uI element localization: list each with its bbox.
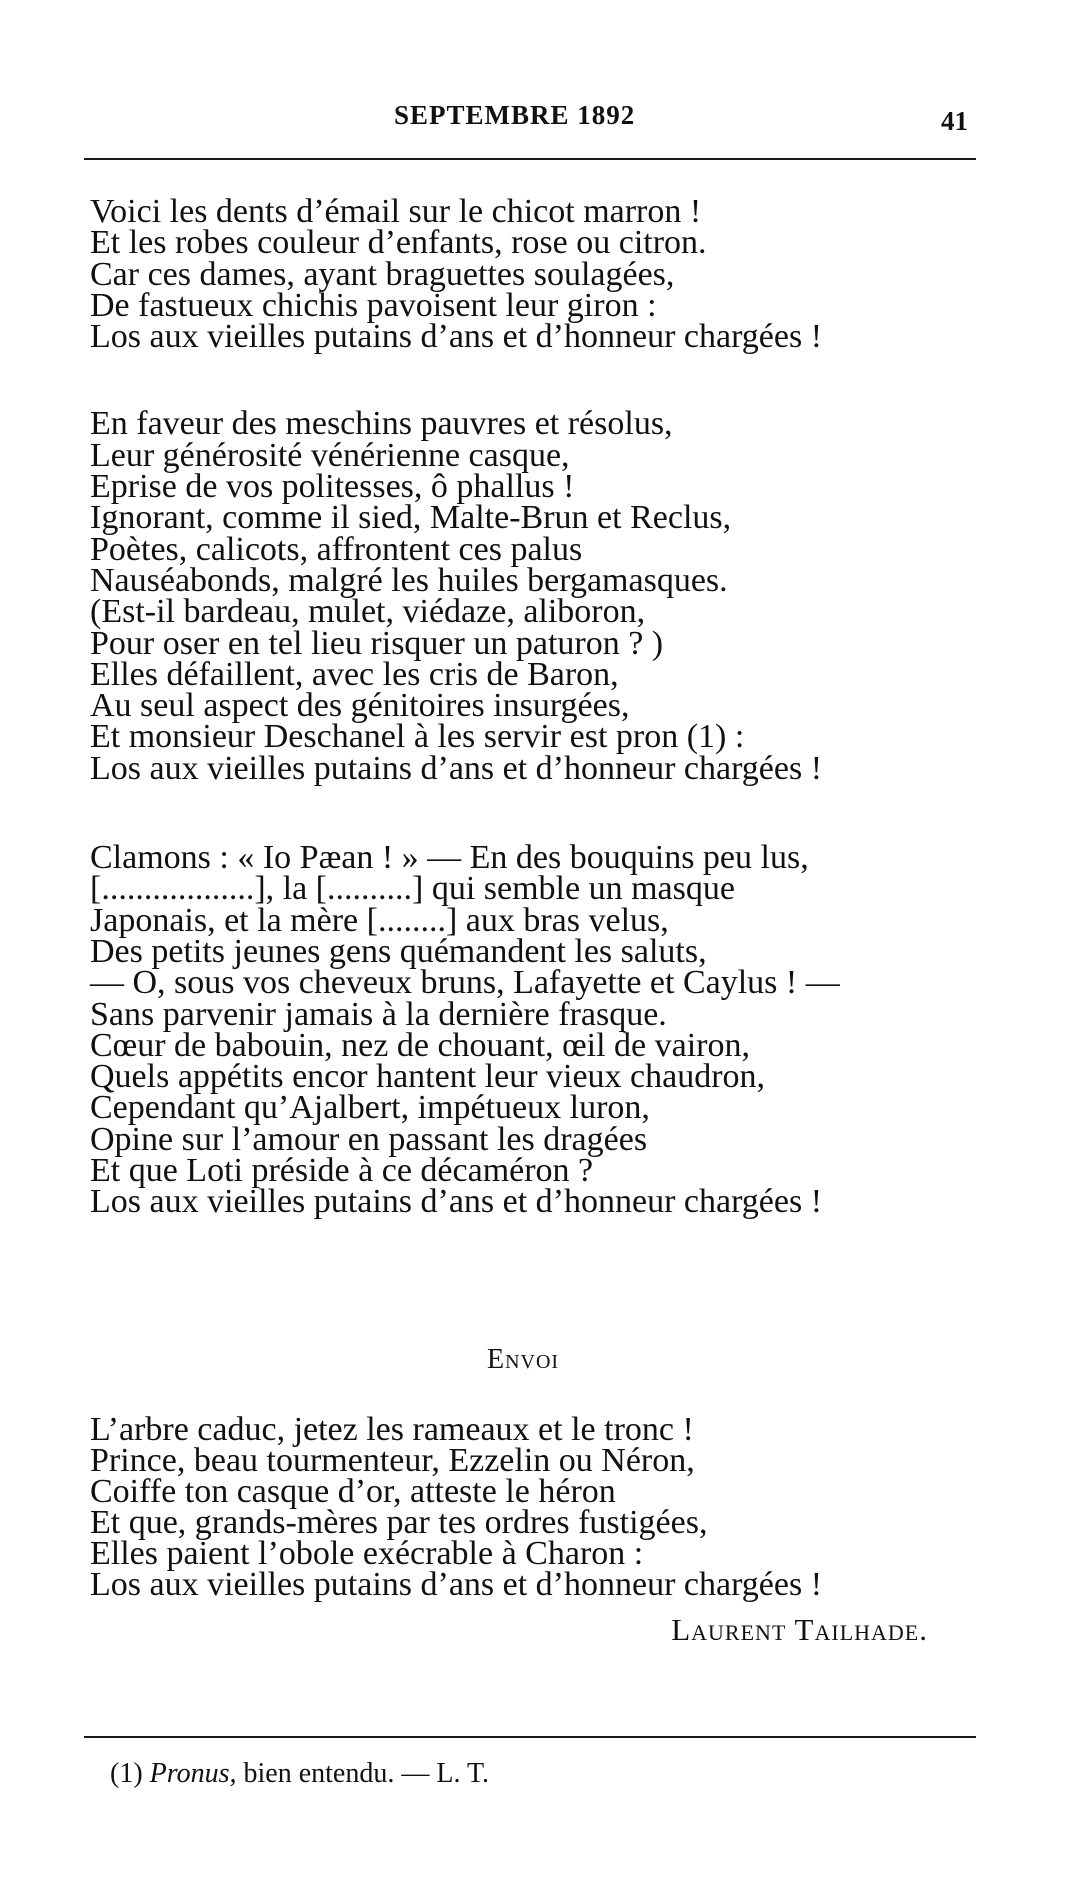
verse-line: — O, sous vos cheveux bruns, Lafayette et Caylus ! —: [90, 964, 840, 1002]
verse-line: Et monsieur Deschanel à les servir est pron (1) :: [90, 718, 745, 756]
verse-line: Quels appétits encor hantent leur vieux chaudron,: [90, 1058, 766, 1096]
verse-line: Au seul aspect des génitoires insurgées,: [90, 687, 630, 725]
verse-line: Elles défaillent, avec les cris de Baron,: [90, 655, 619, 693]
verse-line: Et que, grands-mères par tes ordres fustigées,: [90, 1504, 708, 1541]
stanza-1: [90, 193, 990, 356]
refrain-line: Los aux vieilles putains d’ans et d’honneur chargées !: [90, 318, 823, 356]
envoi-stanza: [90, 1411, 990, 1603]
verse-line: Des petits jeunes gens quémandent les saluts,: [90, 932, 707, 970]
poem: [90, 193, 990, 1274]
verse-line: Leur générosité vénérienne casque,: [90, 436, 570, 474]
verse-line: Coiffe ton casque d’or, atteste le héron: [90, 1473, 616, 1510]
verse-line: Car ces dames, ayant braguettes soulagées,: [90, 255, 675, 293]
verse-line: Cœur de babouin, nez de chouant, œil de vairon,: [90, 1026, 750, 1064]
envoi-heading: Envoi: [487, 1344, 560, 1375]
verse-line: Japonais, et la mère [........] aux bras velus,: [90, 901, 669, 939]
verse-line: Et les robes couleur d’enfants, rose ou citron.: [90, 224, 707, 262]
verse-line: Ignorant, comme il sied, Malte-Brun et Reclus,: [90, 499, 732, 537]
verse-line: Prince, beau tourmenteur, Ezzelin ou Néron,: [90, 1442, 695, 1479]
verse-line: Opine sur l’amour en passant les dragées: [90, 1120, 648, 1158]
verse-line: Pour oser en tel lieu risquer un paturon ? ): [90, 624, 664, 662]
verse-line: Cependant qu’Ajalbert, impétueux luron,: [90, 1089, 650, 1127]
footnote-term: Pronus,: [149, 1758, 237, 1789]
footnote-text: bien entendu. — L. T.: [243, 1758, 489, 1789]
verse-line: De fastueux chichis pavoisent leur giron :: [90, 286, 657, 324]
refrain-line: Los aux vieilles putains d’ans et d’honneur chargées !: [90, 1566, 823, 1603]
verse-line: En faveur des meschins pauvres et résolus,: [90, 405, 673, 443]
verse-line: Clamons : « Io Pæan ! » — En des bouquins peu lus,: [90, 839, 809, 877]
page-header: [84, 100, 976, 144]
verse-line: L’arbre caduc, jetez les rameaux et le tronc !: [90, 1411, 694, 1448]
verse-line: Nauséabonds, malgré les huiles bergamasques.: [90, 561, 728, 599]
footnote-rule: [84, 1736, 976, 1738]
verse-line: Voici les dents d’émail sur le chicot marron !: [90, 193, 702, 230]
stanza-2: [90, 405, 990, 787]
refrain-line: Los aux vieilles putains d’ans et d’honneur chargées !: [90, 1183, 823, 1221]
verse-line: [..................], la [..........] qui semble un masque: [90, 870, 735, 908]
verse-line: Elles paient l’obole exécrable à Charon :: [90, 1535, 644, 1572]
refrain-line: Los aux vieilles putains d’ans et d’honneur chargées !: [90, 749, 823, 787]
footnote-marker: (1): [110, 1758, 143, 1789]
header-rule: [84, 158, 976, 160]
verse-line: (Est-il bardeau, mulet, viédaze, aliboron,: [90, 593, 646, 631]
verse-line: Poètes, calicots, affrontent ces palus: [90, 530, 583, 568]
footnote: [110, 1758, 489, 1790]
verse-line: Eprise de vos politesses, ô phallus !: [90, 468, 575, 506]
verse-line: Sans parvenir jamais à la dernière frasque.: [90, 995, 667, 1033]
running-title: SEPTEMBRE 1892: [394, 100, 636, 130]
page-number: 41: [941, 106, 968, 136]
verse-line: Et que Loti préside à ce décaméron ?: [90, 1152, 594, 1190]
author-signature: Laurent Tailhade.: [671, 1612, 928, 1647]
stanza-3: [90, 839, 990, 1221]
